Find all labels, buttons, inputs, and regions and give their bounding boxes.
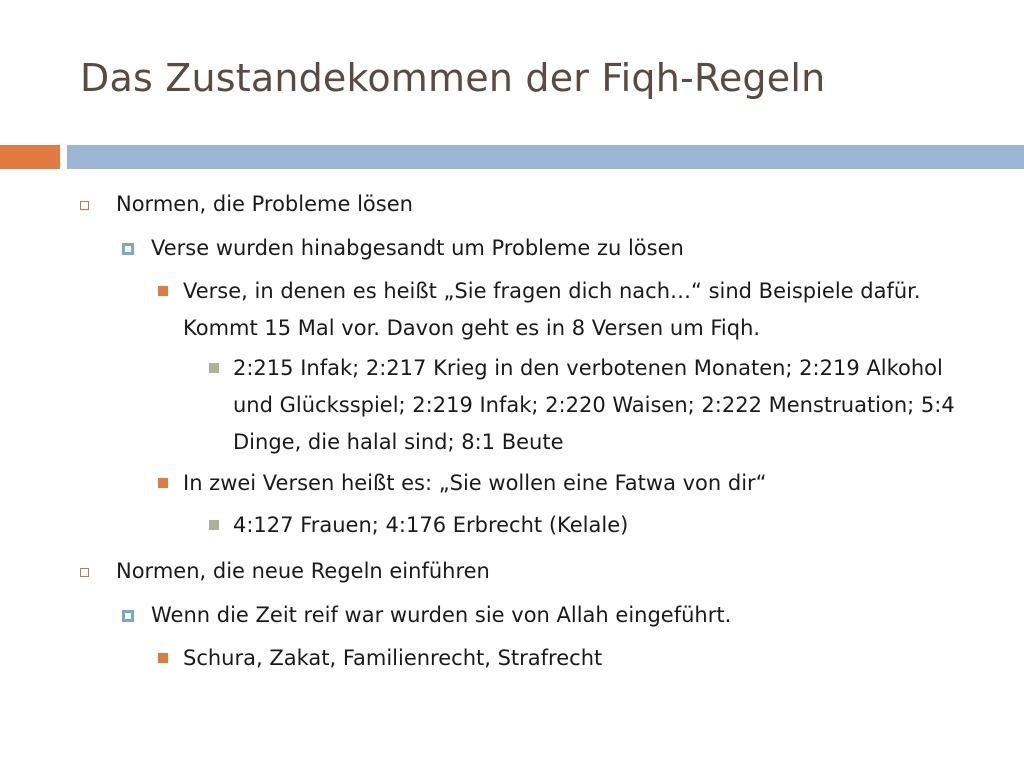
list-item-level2: [151, 597, 731, 634]
square-green-bullet-icon: [209, 363, 219, 373]
list-item-level3: [183, 273, 963, 347]
square-green-bullet-icon: [209, 520, 219, 530]
square-blue-bullet-icon: [122, 243, 134, 255]
list-item-text: 2:215 Infak; 2:217 Krieg in den verbotenen Monaten; 2:219 Alkohol und Glücksspiel; 2:219 Infak; 2:220 Waisen; 2:222 Menstruation; 5:4 Dinge, die halal sind; 8:1 Beute: [233, 356, 955, 454]
list-item-level4: [233, 350, 973, 461]
list-item-level3: [183, 640, 963, 677]
square-outline-bullet-icon: [80, 201, 89, 210]
list-item-text: Verse wurden hinabgesandt um Probleme zu lösen: [151, 236, 684, 260]
square-outline-bullet-icon: [80, 568, 89, 577]
list-item-level2: [151, 230, 684, 267]
list-item-text: Normen, die Probleme lösen: [116, 192, 413, 216]
list-item-level3: [183, 465, 963, 502]
title-divider-bar: [67, 145, 1024, 169]
list-item-text: 4:127 Frauen; 4:176 Erbrecht (Kelale): [233, 513, 629, 537]
slide-title: Das Zustandekommen der Fiqh-Regeln: [80, 56, 826, 100]
list-item-text: Normen, die neue Regeln einführen: [116, 559, 490, 583]
list-item-text: Verse, in denen es heißt „Sie fragen dich nach…“ sind Beispiele dafür. Kommt 15 Mal vor. Davon geht es in 8 Versen um Fiqh.: [183, 279, 921, 340]
square-blue-bullet-icon: [122, 610, 134, 622]
list-item-text: Wenn die Zeit reif war wurden sie von Allah eingeführt.: [151, 603, 732, 627]
square-orange-bullet-icon: [158, 653, 168, 663]
list-item-level1: [116, 186, 413, 223]
list-item-level4: [233, 507, 973, 544]
square-orange-bullet-icon: [158, 286, 168, 296]
list-item-text: Schura, Zakat, Familienrecht, Strafrecht: [183, 646, 603, 670]
list-item-level1: [116, 553, 490, 590]
accent-bar: [0, 145, 60, 169]
list-item-text: In zwei Versen heißt es: „Sie wollen eine Fatwa von dir“: [183, 471, 767, 495]
square-orange-bullet-icon: [158, 478, 168, 488]
